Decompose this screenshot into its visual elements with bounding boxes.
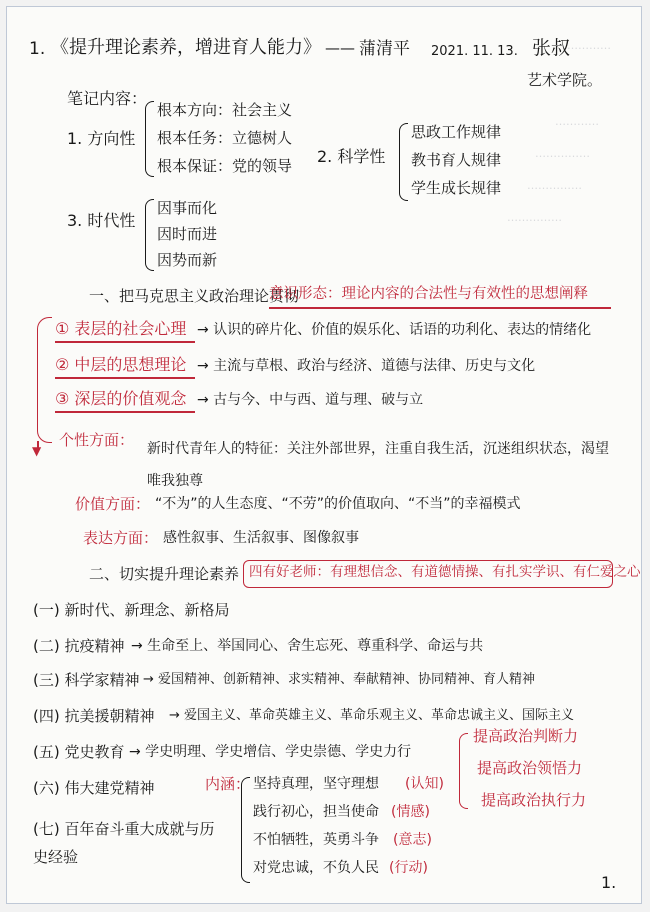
layers-bracket — [37, 317, 52, 443]
connotation-text: 坚持真理，坚守理想 — [253, 776, 379, 792]
spirit-detail: → 生命至上、举国同心、舍生忘死、尊重科学、命运与共 — [131, 638, 484, 654]
scientific-brace — [399, 123, 408, 201]
notes-label: 笔记内容： — [67, 89, 148, 108]
teacher-note: 四有好老师：有理想信念、有道德情操、有扎实学识、有仁爱之心 — [249, 564, 641, 580]
ability-item: 提高政治执行力 — [481, 791, 587, 809]
times-brace — [145, 199, 154, 271]
note-date: 2021. 11. 13. — [431, 44, 518, 59]
spirit-detail: → 爱国精神、创新精神、求实精神、奉献精神、协同精神、育人精神 — [143, 672, 536, 687]
spirit-item: (五) 党史教育 — [33, 743, 125, 761]
value-text: “不为”的人生态度、“不劳”的价值取向、“不当”的幸福模式 — [155, 496, 521, 512]
layer-detail: → 古与今、中与西、道与理、破与立 — [197, 392, 424, 408]
ideology-note: 意识形态：理论内容的合法性与有效性的思想阐释 — [269, 286, 588, 302]
ability-item: 提高政治判断力 — [473, 727, 579, 745]
document-title: 《提升理论素养，增进育人能力》 — [51, 37, 321, 58]
value-label: 价值方面： — [75, 495, 151, 513]
direction-brace — [145, 101, 154, 177]
times-item: 因时而进 — [157, 225, 218, 243]
title-dash: —— — [325, 39, 355, 57]
connotation-label: 内涵： — [205, 775, 251, 793]
author-name: 蒲清平 — [359, 39, 410, 59]
times-label: 3. 时代性 — [67, 211, 136, 230]
notebook-page: ………… ………… …………… …………… …………… 1. 《提升理论素养，增进育人能力》 —— 蒲清平 2021. 11. 13. 张叔 艺术学院。 笔记内容： 1. 方向性 根本方向：社会主义 根本任务：立德树人 根本保证：党的领导 2. 科学性 思政工作规律 教书育人规律 学生成长规律 3. 时代性 因事而化 因时而进 因势而新 一、把马克思主义政治理论贯彻 意识形态：理论内容的合法性与有效性的思想阐释 ① 表层的社会心理 → 认识的碎片化、价值的娱乐化、话语的功利化、表达的情绪化 ② 中层的思想理论 → 主流与草根、政治与经济、道德与法律、历史与文化 ③ 深层的价值观念 → 古与今、中与西、道与理、破与立 ▼ 个性方面： 新时代青年人的特征：关注外部世界，注重自我生活，沉迷组织状态，渴望唯我独尊 价值方面： “不为”的人生态度、“不劳”的价值取向、“不当”的幸福模式 表达方面： 感性叙事、生活叙事、图像叙事 二、切实提升理论素养 四有好老师：有理想信念、有道德情操、有扎实学识、有仁爱之心 (一) 新时代、新理念、新格局 (二) 抗疫精神 → 生命至上、举国同心、舍生忘死、尊重科学、命运与共 (三) 科学家精神 → 爱国精神、创新精神、求实精神、奉献精神、协同精神、育人精神 (四) 抗美援朝精神 → 爱国主义、革命英雄主义、革命乐观主义、革命忠诚主义、国际主义 (五) 党史教育 → 学史明理、学史增信、学史崇德、学史力行 提高政治判断力 提高政治领悟力 提高政治执行力 (六) 伟大建党精神 内涵： 坚持真理，坚守理想 (认知) 践行初心，担当使命 (情感) 不怕牺牲，英勇斗争 (意志) 对党忠诚，不负人民 (行动) (七) 百年奋斗重大成就与历史经验 1. — [6, 6, 642, 904]
scientific-item: 教书育人规律 — [411, 151, 502, 169]
direction-item: 根本保证：党的领导 — [157, 157, 293, 175]
connotation-tag: (认知) — [405, 776, 444, 792]
spirit-item: (七) 百年奋斗重大成就与历史经验 — [33, 820, 215, 866]
connotation-tag: (行动) — [389, 860, 428, 876]
layer-underline — [55, 377, 195, 379]
expression-label: 表达方面： — [83, 529, 159, 547]
connotation-text: 不怕牺牲，英勇斗争 — [253, 832, 379, 848]
times-item: 因事而化 — [157, 199, 218, 217]
direction-label: 1. 方向性 — [67, 129, 136, 148]
scientific-item: 学生成长规律 — [411, 179, 502, 197]
page-number: 1. — [601, 873, 617, 892]
spirit-item: (一) 新时代、新理念、新格局 — [33, 601, 230, 619]
connotation-brace — [241, 777, 250, 883]
layer-detail: → 主流与草根、政治与经济、道德与法律、历史与文化 — [197, 358, 536, 374]
layer-label: ③ 深层的价值观念 — [55, 389, 187, 408]
layer-detail: → 认识的碎片化、价值的娱乐化、话语的功利化、表达的情绪化 — [197, 322, 592, 338]
arrow-head-icon: ▼ — [32, 444, 42, 458]
connotation-text: 对党忠诚，不负人民 — [253, 860, 379, 876]
entry-number: 1. — [29, 39, 46, 59]
layer-underline — [55, 411, 195, 413]
times-item: 因势而新 — [157, 251, 218, 269]
scientific-label: 2. 科学性 — [317, 147, 386, 166]
scientific-item: 思政工作规律 — [411, 123, 502, 141]
layer-underline — [55, 341, 195, 343]
ability-item: 提高政治领悟力 — [477, 759, 583, 777]
spirit-item: (二) 抗疫精神 — [33, 637, 125, 655]
writer-college: 艺术学院。 — [527, 71, 603, 89]
layer-label: ② 中层的思想理论 — [55, 355, 187, 374]
direction-item: 根本任务：立德树人 — [157, 129, 293, 147]
expression-text: 感性叙事、生活叙事、图像叙事 — [163, 530, 359, 546]
spirit-item: (四) 抗美援朝精神 — [33, 707, 155, 725]
spirit-detail: → 爱国主义、革命英雄主义、革命乐观主义、革命忠诚主义、国际主义 — [169, 708, 575, 723]
writer-name: 张叔 — [532, 37, 571, 59]
direction-item: 根本方向：社会主义 — [157, 101, 293, 119]
subject-text: 新时代青年人的特征：关注外部世界，注重自我生活，沉迷组织状态，渴望唯我独尊 — [147, 441, 609, 489]
ideology-underline — [269, 307, 611, 309]
connotation-tag: (意志) — [393, 832, 432, 848]
connotation-tag: (情感) — [391, 804, 430, 820]
section2-heading: 二、切实提升理论素养 — [89, 565, 240, 583]
layer-label: ① 表层的社会心理 — [55, 319, 187, 338]
section1-heading: 一、把马克思主义政治理论贯彻 — [89, 287, 300, 305]
subject-label: 个性方面： — [59, 431, 135, 449]
connotation-text: 践行初心，担当使命 — [253, 804, 379, 820]
spirit-item: (三) 科学家精神 — [33, 671, 140, 689]
abilities-brace — [459, 733, 468, 809]
spirit-item: (六) 伟大建党精神 — [33, 779, 155, 797]
spirit-detail: → 学史明理、学史增信、学史崇德、学史力行 — [129, 744, 412, 760]
